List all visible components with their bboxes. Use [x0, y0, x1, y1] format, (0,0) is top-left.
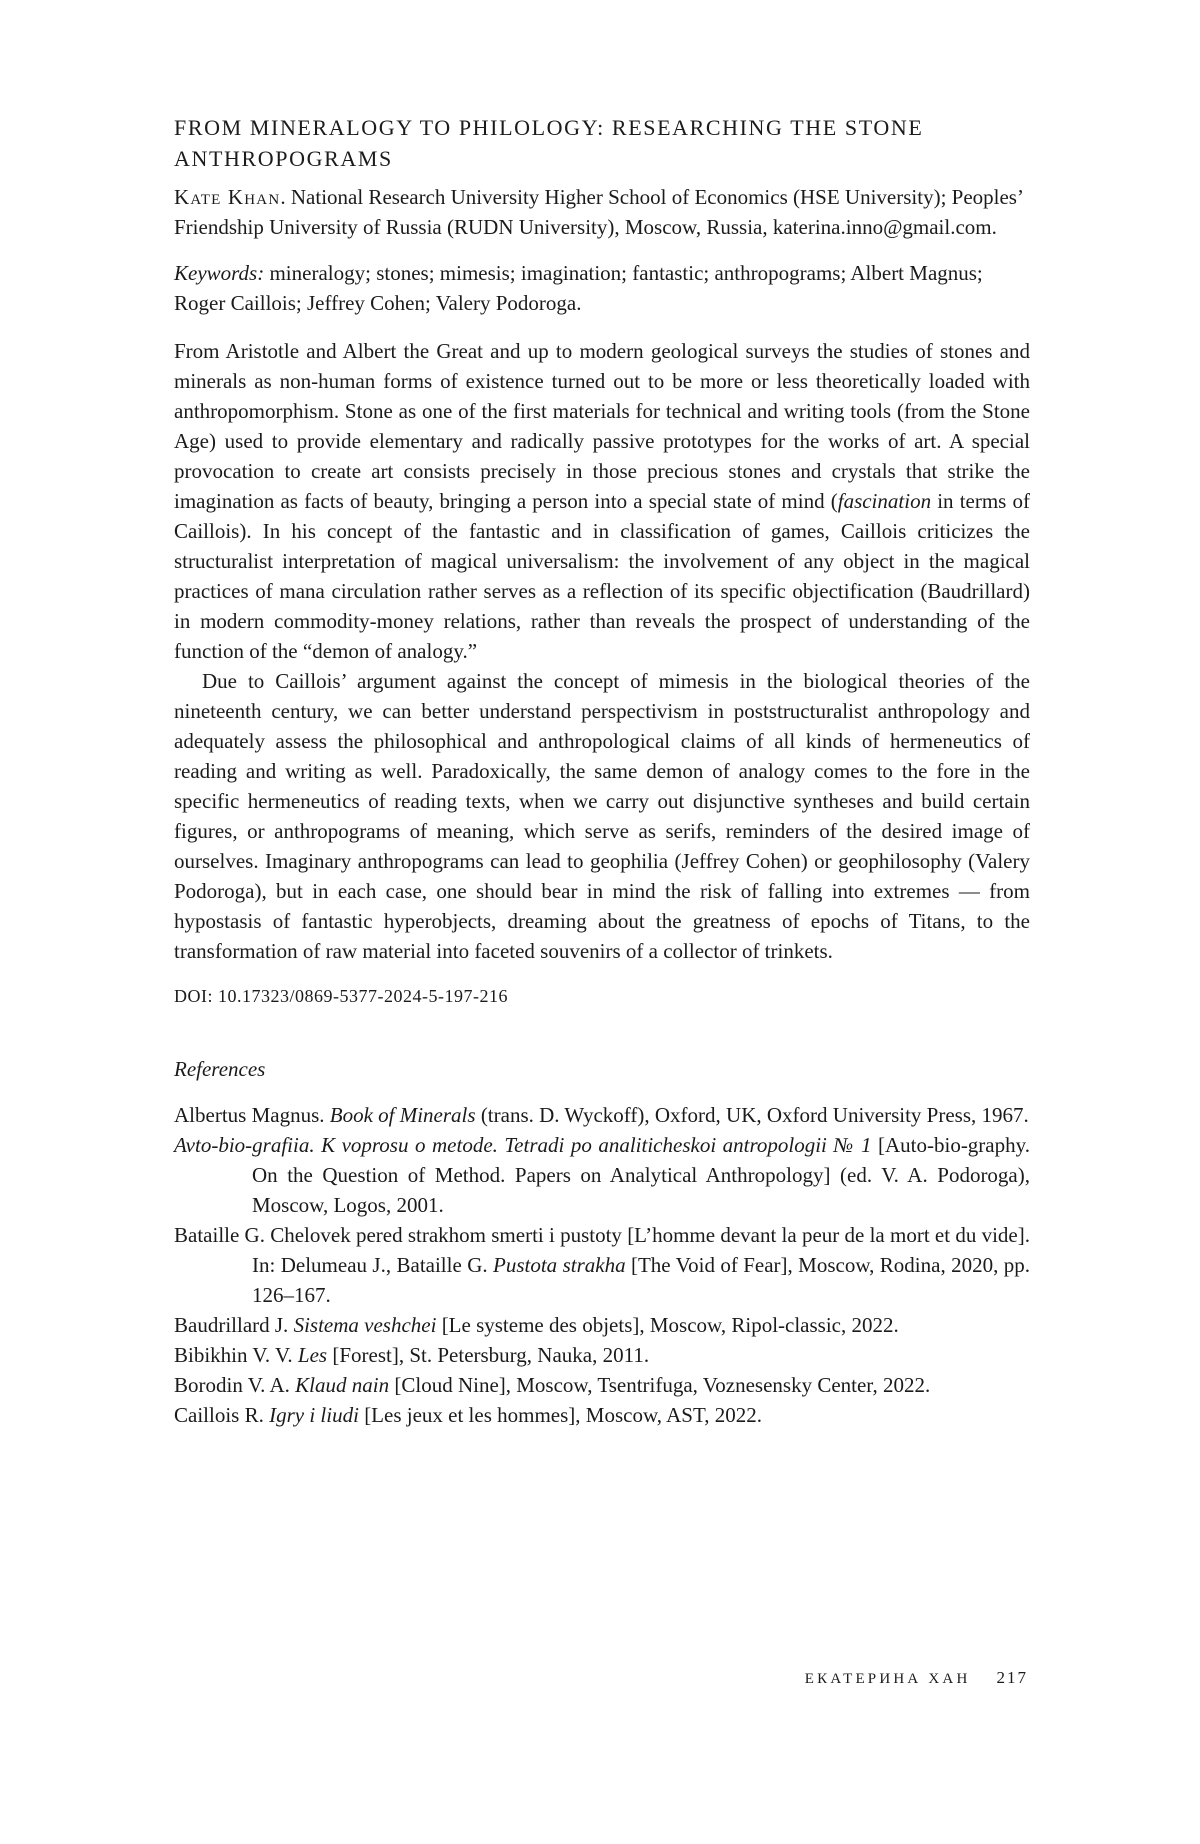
abstract-emphasis: fascination — [837, 489, 932, 513]
reference-text: [Cloud Nine], Moscow, Tsentrifuga, Voznesensky Center, 2022. — [389, 1373, 931, 1397]
author-name: Kate Khan — [174, 185, 281, 209]
reference-text: [Forest], St. Petersburg, Nauka, 2011. — [327, 1343, 650, 1367]
reference-title: Book of Minerals — [329, 1103, 476, 1127]
page-footer — [805, 1668, 1028, 1688]
reference-text: [Auto-bio-graphy. On the Question of Method. Papers on Analytical Anthropology] (ed. V. A. Podoroga), Moscow, Logos, 2001. — [252, 1133, 1031, 1217]
reference-text: Bataille G. Chelovek pered strakhom smerti i pustoty [L’homme devant la peur de la mort et du vide]. In: Delumeau J., Bataille G. — [174, 1223, 1030, 1277]
reference-text: Caillois R. — [174, 1403, 270, 1427]
abstract — [174, 336, 1030, 966]
abstract-text: in terms of Caillois). In his concept of the fantastic and in classification of games, Caillois criticizes the structuralist interpretation of magical universalism: the involvement of any object in the magical practices of mana circulation rather serves as a reflection of its specific objectification (Baudrillard) in modern commodity-money relations, rather than reveals the prospect of understanding of the function of the “demon of analogy.” — [174, 489, 1030, 663]
reference-title: Igry i liudi — [269, 1403, 359, 1427]
reference-text: (trans. D. Wyckoff), Oxford, UK, Oxford University Press, 1967. — [475, 1103, 1029, 1127]
reference-title: Sistema veshchei — [293, 1313, 437, 1337]
keywords — [174, 258, 1030, 318]
abstract-paragraph-1 — [174, 336, 1030, 666]
reference-text: Bibikhin V. V. — [174, 1343, 298, 1367]
reference-item — [174, 1370, 1030, 1400]
page-number: 217 — [996, 1668, 1028, 1687]
reference-title: Les — [297, 1343, 328, 1367]
reference-title: Klaud nain — [295, 1373, 390, 1397]
reference-text: Borodin V. A. — [174, 1373, 296, 1397]
reference-text: [Le systeme des objets], Moscow, Ripol-classic, 2022. — [436, 1313, 899, 1337]
keywords-list: mineralogy; stones; mimesis; imagination; fantastic; anthropograms; Albert Magnus; Roger Caillois; Jeffrey Cohen; Valery Podoroga. — [174, 261, 983, 315]
reference-item — [174, 1400, 1030, 1430]
reference-title: Avto-bio-grafiia. K voprosu o metode. Tetradi po analiticheskoi antropologii № 1 — [174, 1133, 872, 1157]
reference-item — [174, 1130, 1030, 1220]
reference-item — [174, 1310, 1030, 1340]
doi: DOI: 10.17323/0869-5377-2024-5-197-216 — [174, 986, 508, 1006]
reference-item — [174, 1100, 1030, 1130]
abstract-text: From Aristotle and Albert the Great and up to modern geological surveys the studies of stones and minerals as non-human forms of existence turned out to be more or less theoretically loaded with anthropomorphism. Stone as one of the first materials for technical and writing tools (from the Stone Age) used to provide elementary and radically passive prototypes for the works of art. A special provocation to create art consists precisely in those precious stones and crystals that strike the imagination as facts of beauty, bringing a person into a special state of mind ( — [174, 339, 1030, 513]
article-title: FROM MINERALOGY TO PHILOLOGY: RESEARCHING THE STONE ANTHROPOGRAMS — [174, 115, 924, 171]
abstract-paragraph-2: Due to Caillois’ argument against the concept of mimesis in the biological theories of the nineteenth century, we can better understand perspectivism in poststructuralist anthropology and adequately assess the philosophical and anthropological claims of all kinds of hermeneutics of reading and writing as well. Paradoxically, the same demon of analogy comes to the fore in the specific hermeneutics of reading texts, when we carry out disjunctive syntheses and build certain figures, or anthropograms of meaning, which serve as serifs, reminders of the desired image of ourselves. Imaginary anthropograms can lead to geophilia (Jeffrey Cohen) or geophilosophy (Valery Podoroga), but in each case, one should bear in mind the risk of falling into extremes — from hypostasis of fantastic hyperobjects, dreaming about the greatness of epochs of Titans, to the transformation of raw material into faceted souvenirs of a collector of trinkets. — [174, 669, 1030, 963]
keywords-label: Keywords: — [174, 261, 265, 285]
references-heading: References — [174, 1057, 266, 1081]
reference-text: [The Void of Fear], Moscow, Rodina, 2020, pp. 126–167. — [252, 1253, 1030, 1307]
running-head: ЕКАТЕРИНА ХАН — [804, 1671, 971, 1687]
page-content — [174, 112, 1030, 1430]
references-list — [174, 1100, 1030, 1430]
reference-title: Pustota strakha — [493, 1253, 626, 1277]
reference-text: Albertus Magnus. — [174, 1103, 330, 1127]
reference-text: Baudrillard J. — [174, 1313, 294, 1337]
author-affiliation: . National Research University Higher School of Economics (HSE University); Peoples’ Friendship University of Russia (RUDN University), Moscow, Russia, katerina.inno@gmail.com. — [174, 185, 1023, 239]
reference-item — [174, 1340, 1030, 1370]
author-block — [174, 182, 1030, 242]
reference-item — [174, 1220, 1030, 1310]
reference-text: [Les jeux et les hommes], Moscow, AST, 2022. — [358, 1403, 762, 1427]
